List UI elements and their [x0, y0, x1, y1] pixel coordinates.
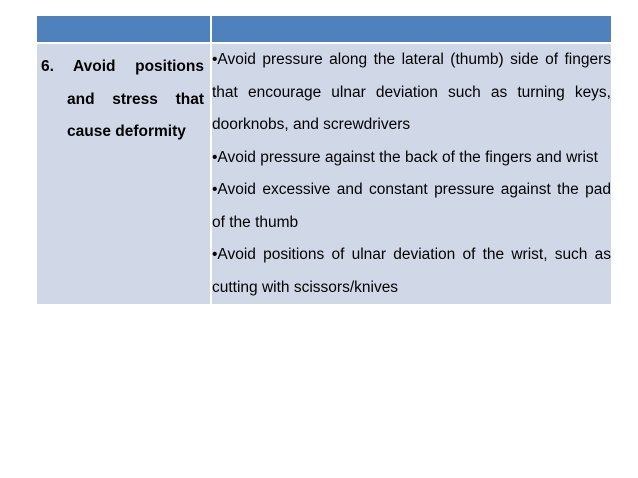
table-row: [37, 43, 611, 304]
item-title-line: cause deformity: [67, 123, 186, 140]
table-header-row: [37, 16, 611, 43]
recommendation-bullet: •Avoid pressure against the back of the fingers and wrist: [212, 148, 598, 166]
item-title-line: 6. Avoid positions: [41, 58, 204, 75]
recommendation-bullet: •Avoid pressure along the lateral (thumb) side of fingers that encourage ulnar deviation such as turning keys, doorknobs, and screwdrivers: [212, 51, 611, 133]
header-cell-left: [37, 16, 211, 43]
item-title-line: and stress that: [67, 90, 204, 108]
header-cell-right: [211, 16, 611, 43]
recommendation-bullet: •Avoid excessive and constant pressure against the pad of the thumb: [212, 181, 611, 231]
item-title: [37, 44, 210, 149]
content-table: [37, 16, 611, 304]
item-title-cell: [37, 43, 211, 304]
recommendations-cell: [211, 43, 611, 304]
recommendation-bullet: •Avoid positions of ulnar deviation of the wrist, such as cutting with scissors/knives: [212, 246, 611, 296]
